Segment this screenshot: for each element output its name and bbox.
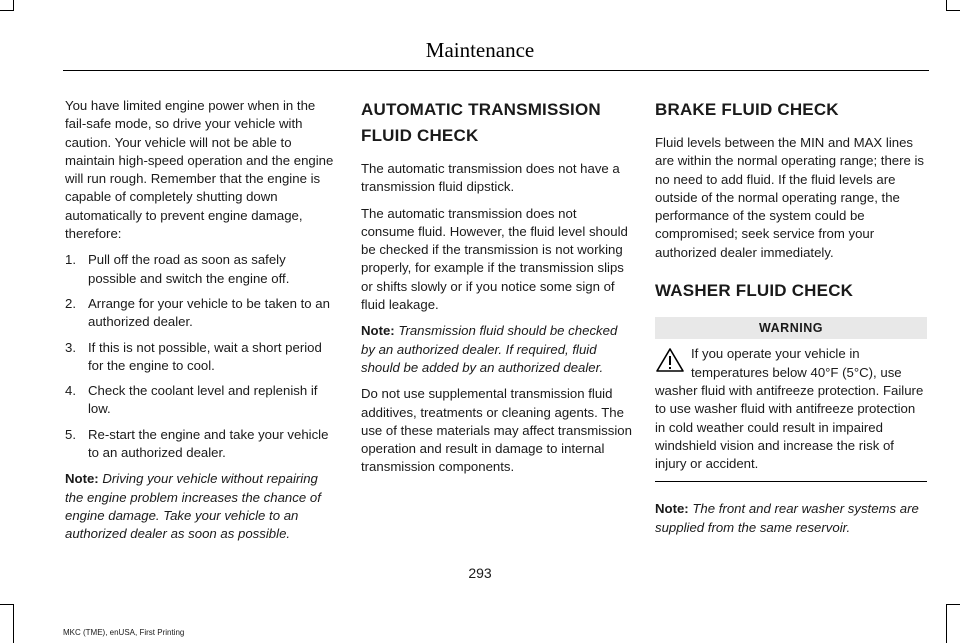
page-number: 293 [468,565,492,581]
step-number: 5. [65,426,76,442]
note [361,322,633,377]
step-number: 4. [65,383,76,399]
step-text: If this is not possible, wait a short period for the engine to cool. [88,339,322,373]
warning-label: WARNING [655,317,927,339]
column-2 [361,99,633,485]
note [655,500,927,537]
note-label: Note: [361,323,395,339]
steps-list [65,251,337,462]
crop-mark [13,0,14,11]
crop-mark [946,10,960,11]
section-heading-line: AUTOMATIC TRANSMISSION [361,100,601,119]
crop-mark [946,604,960,605]
list-item [65,339,337,376]
section-heading-line: WASHER FLUID CHECK [655,281,854,301]
list-item [65,382,337,419]
list-item [65,295,337,332]
crop-mark [0,10,14,11]
step-text: Arrange for your vehicle to be taken to an authorized dealer. [88,295,330,330]
warning-box [655,345,927,473]
page-title: Maintenance [425,38,535,62]
paragraph: Do not use supplemental transmission fluid additives, treatments or cleaning agents. The use of these materials may affect transmission operation and result in damage to internal transmission components. [361,386,632,475]
section-heading-line: BRAKE FLUID CHECK [655,100,839,119]
crop-mark [946,0,947,11]
paragraph: The automatic transmission does not consume fluid. However, the fluid level should be checked if the transmission is not working properly, for example if the transmission slips or shifts slowly or if you notice some sign of fluid leakage. [361,205,628,313]
section-heading [655,99,927,120]
note-label: Note: [65,471,99,487]
step-text: Check the coolant level and replenish if low. [88,383,318,417]
crop-mark [13,605,14,643]
paragraph: The automatic transmission does not have a transmission fluid dipstick. [361,161,620,195]
note [65,470,337,543]
step-number: 2. [65,295,76,311]
list-item [65,251,337,288]
step-number: 3. [65,339,76,355]
warning-text: If you operate your vehicle in temperatures below 40°F (5°C), use washer fluid with antifreeze protection. Failure to use washer fluid with antifreeze protection in cold weather could result in impaired windshield vision and increase the risk of injury or accident. [655,346,924,472]
section-heading [655,280,927,301]
crop-mark [946,605,947,643]
step-text: Pull off the road as soon as safely possible and switch the engine off. [88,252,290,286]
crop-mark [0,604,14,605]
paragraph: Fluid levels between the MIN and MAX lines are within the normal operating range; there is no need to add fluid. If the fluid levels are outside of the normal operating range, the performance of the system could be compromised; seek service from your authorized dealer immediately. [655,135,925,260]
column-1 [65,97,337,552]
divider [655,481,927,482]
section-heading [361,99,633,146]
intro-paragraph: You have limited engine power when in the fail-safe mode, so drive your vehicle with caution. Your vehicle will not be able to maintain high-speed operation and the engine will run rough. Remember that the engine is capable of completely shutting down automatically to prevent engine damage, therefore: [65,98,334,242]
header-rule [63,70,929,71]
column-3 [655,99,927,545]
step-text: Re-start the engine and take your vehicle to an authorized dealer. [88,426,329,461]
note-text: Driving your vehicle without repairing the engine problem increases the chance of engine damage. Take your vehicle to an authorized dealer as soon as possible. [65,471,321,542]
section-heading-line: FLUID CHECK [361,126,479,145]
note-label: Note: [655,501,689,517]
note-text: The front and rear washer systems are supplied from the same reservoir. [655,501,919,535]
footer-text: MKC (TME), enUSA, First Printing [63,628,185,637]
warning-triangle-icon [655,347,685,373]
note-text: Transmission fluid should be checked by an authorized dealer. If required, fluid should be added by an authorized dealer. [361,323,618,375]
step-number: 1. [65,252,76,268]
list-item [65,426,337,463]
